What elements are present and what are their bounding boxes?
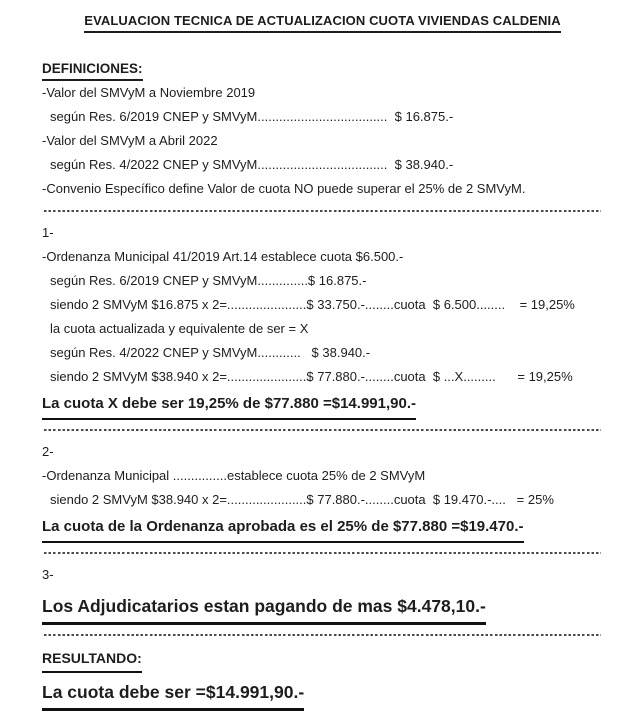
dotted-separator bbox=[44, 429, 601, 431]
section2-number: 2- bbox=[42, 444, 54, 459]
final-result-row bbox=[42, 677, 603, 711]
dotted-separator bbox=[44, 552, 601, 554]
resultando-heading-row bbox=[42, 645, 603, 673]
section3-result: Los Adjudicatarios estan pagando de mas $4.478,10.- bbox=[42, 591, 486, 625]
definition-line: -Valor del SMVyM a Noviembre 2019 bbox=[42, 85, 256, 100]
section1-line: la cuota actualizada y equivalente de ser = X bbox=[50, 321, 309, 336]
section2-result: La cuota de la Ordenanza aprobada es el 25% de $77.880 =$19.470.- bbox=[42, 514, 524, 543]
section1-result: La cuota X debe ser 19,25% de $77.880 =$14.991,90.- bbox=[42, 391, 416, 420]
section1-line: siendo 2 SMVyM $38.940 x 2=......................$ 77.880.-........cuota $ ...X......... = 19,25% bbox=[50, 369, 573, 384]
document-title: EVALUACION TECNICA DE ACTUALIZACION CUOTA VIVIENDAS CALDENIA bbox=[84, 12, 560, 33]
section1-line: siendo 2 SMVyM $16.875 x 2=......................$ 33.750.-........cuota $ 6.500........ = 19,25% bbox=[50, 297, 575, 312]
definition-line: según Res. 4/2022 CNEP y SMVyM.................................... $ 38.940.- bbox=[50, 157, 454, 172]
dotted-separator bbox=[44, 210, 601, 212]
section1-result-row bbox=[42, 391, 603, 420]
section1-line: según Res. 6/2019 CNEP y SMVyM..............$ 16.875.- bbox=[50, 273, 367, 288]
dotted-separator bbox=[44, 634, 601, 636]
resultando-heading: RESULTANDO: bbox=[42, 645, 142, 673]
section3-result-row bbox=[42, 591, 603, 625]
section1-line: -Ordenanza Municipal 41/2019 Art.14 establece cuota $6.500.- bbox=[42, 249, 404, 264]
section3-number: 3- bbox=[42, 567, 54, 582]
definiciones-heading: DEFINICIONES: bbox=[42, 59, 143, 81]
definition-line: -Convenio Específico define Valor de cuota NO puede superar el 25% de 2 SMVyM. bbox=[42, 181, 526, 196]
final-result: La cuota debe ser =$14.991,90.- bbox=[42, 677, 304, 711]
section2-line: siendo 2 SMVyM $38.940 x 2=......................$ 77.880.-........cuota $ 19.470.-.... = 25% bbox=[50, 492, 554, 507]
definition-line: según Res. 6/2019 CNEP y SMVyM.................................... $ 16.875.- bbox=[50, 109, 454, 124]
definiciones-heading-row bbox=[42, 57, 603, 81]
definition-line: -Valor del SMVyM a Abril 2022 bbox=[42, 133, 218, 148]
title-row bbox=[42, 12, 603, 33]
section2-result-row bbox=[42, 514, 603, 543]
section1-line: según Res. 4/2022 CNEP y SMVyM............ $ 38.940.- bbox=[50, 345, 371, 360]
section1-number: 1- bbox=[42, 225, 54, 240]
section2-line: -Ordenanza Municipal ...............establece cuota 25% de 2 SMVyM bbox=[42, 468, 426, 483]
